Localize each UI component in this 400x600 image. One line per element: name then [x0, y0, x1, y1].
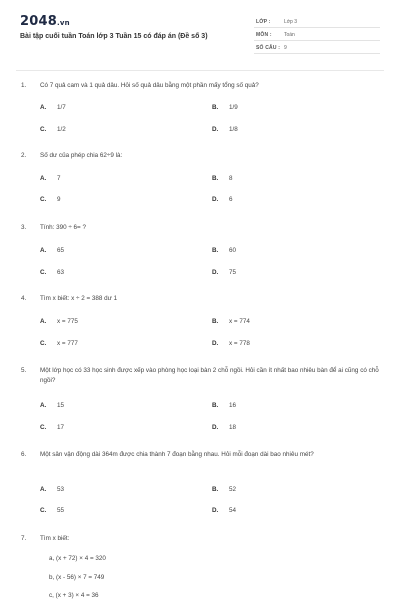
question-4-number: 4. [21, 295, 27, 302]
site-logo[interactable]: 2048.vn [20, 14, 70, 29]
meta-count-value: 9 [284, 45, 287, 51]
option-letter: C. [40, 126, 47, 133]
option-letter: B. [212, 318, 219, 325]
question-2-text: Số dư của phép chia 62÷9 là: [40, 152, 123, 159]
option-value: 8 [229, 175, 233, 182]
document-title: Bài tập cuối tuần Toán lớp 3 Tuần 15 có đáp án (Đề số 3) [20, 33, 208, 40]
option-value: 18 [229, 424, 237, 431]
option-letter: D. [212, 196, 219, 203]
option-value: 1/8 [229, 126, 238, 133]
question-7-subitem-a: a, (x + 72) × 4 = 320 [49, 555, 106, 562]
option-value: 7 [57, 175, 61, 182]
option-value: 1/2 [57, 126, 66, 133]
option-value: 15 [57, 402, 65, 409]
meta-class-value: Lớp 3 [284, 19, 298, 25]
option-value: x = 778 [229, 340, 250, 347]
document-header [0, 0, 400, 60]
option-letter: B. [212, 175, 219, 182]
option-letter: C. [40, 269, 47, 276]
option-value: x = 777 [57, 340, 78, 347]
question-7-number: 7. [21, 535, 27, 542]
option-letter: D. [212, 269, 219, 276]
option-letter: C. [40, 196, 47, 203]
option-value: 6 [229, 196, 233, 203]
option-value: 55 [57, 507, 65, 514]
option-letter: D. [212, 424, 219, 431]
question-4-text: Tìm x biết: x ÷ 2 = 388 dư 1 [40, 295, 118, 302]
option-letter: B. [212, 104, 219, 111]
option-letter: A. [40, 486, 47, 493]
question-6-text: Một sân vận động dài 364m được chia thành 7 đoạn bằng nhau. Hỏi mỗi đoạn dài bao nhiêu mét? [40, 451, 314, 458]
question-5-text: Một lớp học có 33 học sinh được xếp vào phòng học loại bàn 2 chỗ ngồi. Hỏi cần ít nhất bao nhiêu bàn để ai cũng có chỗ ngồi? [40, 367, 379, 384]
logo-suffix: .vn [56, 19, 70, 27]
question-1-number: 1. [21, 82, 27, 89]
question-7-subitem-b: b, (x - 56) × 7 = 749 [49, 574, 105, 581]
meta-count-row [254, 42, 380, 54]
option-value: 60 [229, 247, 237, 254]
option-value: 52 [229, 486, 237, 493]
question-1-text: Có 7 quả cam và 1 quả dâu. Hỏi số quả dâu bằng một phần mấy tổng số quả? [40, 82, 259, 89]
option-letter: D. [212, 126, 219, 133]
meta-subject-value: Toán [284, 32, 295, 38]
option-letter: B. [212, 486, 219, 493]
option-value: 17 [57, 424, 65, 431]
option-value: 54 [229, 507, 237, 514]
option-value: 9 [57, 196, 61, 203]
option-letter: A. [40, 318, 47, 325]
option-letter: D. [212, 507, 219, 514]
meta-class-row [254, 16, 380, 28]
option-value: 1/9 [229, 104, 238, 111]
question-2-number: 2. [21, 152, 27, 159]
option-letter: C. [40, 507, 47, 514]
question-7-subitem-c: c, (x + 3) × 4 = 36 [49, 592, 99, 599]
option-value: x = 774 [229, 318, 250, 325]
question-3-text: Tính: 390 ÷ 6= ? [40, 224, 86, 231]
question-5-number: 5. [21, 367, 27, 374]
option-value: 75 [229, 269, 237, 276]
option-letter: A. [40, 104, 47, 111]
option-letter: B. [212, 247, 219, 254]
meta-subject-label: MÔN : [256, 32, 272, 38]
question-7-text: Tìm x biết: [40, 535, 70, 542]
option-value: 1/7 [57, 104, 66, 111]
option-value: 53 [57, 486, 65, 493]
option-value: 63 [57, 269, 65, 276]
meta-subject-row [254, 29, 380, 41]
option-letter: C. [40, 340, 47, 347]
option-value: 16 [229, 402, 237, 409]
meta-class-label: LỚP : [256, 19, 271, 25]
option-letter: A. [40, 402, 47, 409]
option-letter: A. [40, 175, 47, 182]
option-value: x = 775 [57, 318, 78, 325]
option-letter: D. [212, 340, 219, 347]
meta-count-label: SỐ CÂU : [256, 45, 281, 51]
question-6-number: 6. [21, 451, 27, 458]
option-value: 65 [57, 247, 65, 254]
option-letter: A. [40, 247, 47, 254]
option-letter: B. [212, 402, 219, 409]
header-divider [16, 70, 384, 71]
option-letter: C. [40, 424, 47, 431]
question-3-number: 3. [21, 224, 27, 231]
